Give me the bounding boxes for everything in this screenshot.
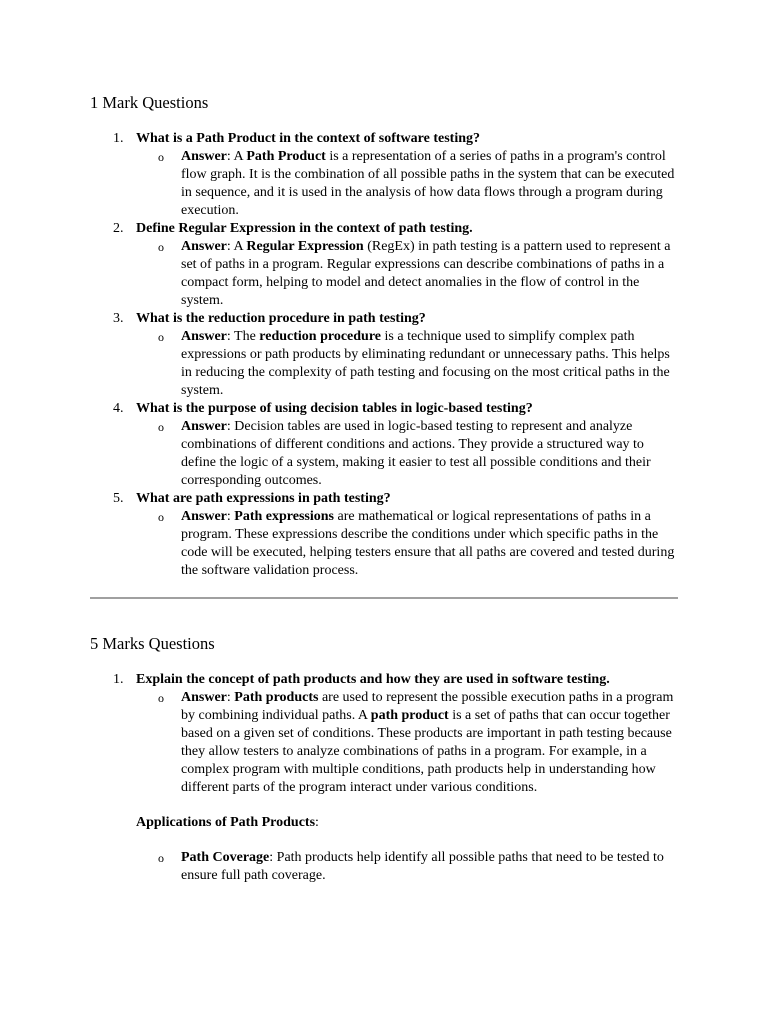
question-item: [0, 400, 768, 490]
answer-text: are used to represent the possible execution paths in a program by combining individual paths. A: [181, 690, 674, 723]
question-number: 5.: [113, 491, 124, 506]
answer-label: Answer: [181, 690, 227, 705]
applications-heading-text: Applications of Path Products: [136, 815, 316, 830]
answer-text: : A: [226, 239, 247, 254]
answer-label: Answer: [181, 149, 227, 164]
bullet-marker: o: [158, 150, 164, 164]
answer-text: : The: [226, 329, 260, 344]
question-text: Define Regular Expression in the context of path testing.: [136, 221, 473, 236]
section-heading-5-marks: 5 Marks Questions: [90, 634, 215, 653]
question-number: 1.: [113, 672, 124, 687]
answer-term: path product: [370, 708, 449, 723]
question-number: 1.: [113, 131, 124, 146]
answer-text: : A: [226, 149, 247, 164]
applications-heading: [136, 814, 768, 832]
application-term: Path Coverage: [181, 850, 270, 865]
answer-term: Path Product: [246, 149, 326, 164]
question-item: [0, 220, 768, 310]
question-number: 3.: [113, 311, 124, 326]
answer-text: (RegEx) in path testing is a pattern used to represent a set of paths in a program. Regular expressions can describe combinations of paths in a compact form, helping to model and detect anomalies in the flow of control in the system.: [181, 239, 671, 308]
question-text: What is the reduction procedure in path testing?: [136, 311, 426, 326]
answer-paragraph: [158, 508, 678, 580]
answer-text: : Decision tables are used in logic-based testing to represent and analyze combinations of different conditions and actions. They provide a structured way to define the logic of a system, making it easier to test all possible conditions and their corresponding outcomes.: [181, 419, 651, 488]
question-text: What are path expressions in path testing?: [136, 491, 391, 506]
question-item: [0, 310, 768, 400]
answer-text: is a technique used to simplify complex path expressions or path products by eliminating redundant or unnecessary paths. This helps in reducing the complexity of path testing and focusing on the most critical paths in the system.: [181, 329, 670, 398]
section-heading-1-mark: 1 Mark Questions: [90, 93, 209, 112]
application-text: : Path products help identify all possible paths that need to be tested to ensure full path coverage.: [181, 850, 664, 883]
answer-text: is a representation of a series of paths in a program's control flow graph. It is the combination of all possible paths in the system that can be executed in sequence, and it is used in the analysis of how data flows through a program during execution.: [181, 149, 675, 218]
answer-paragraph: [158, 418, 678, 490]
answer-text: is a set of paths that can occur together based on a given set of conditions. These products are important in path testing because they allow testers to analyze combinations of paths in a program. For example, in a complex program with multiple conditions, path products help in understanding how different parts of the program interact under various conditions.: [181, 708, 672, 795]
answer-term: Regular Expression: [246, 239, 364, 254]
bullet-marker: o: [158, 420, 164, 434]
answer-label: Answer: [181, 329, 227, 344]
answer-paragraph: [158, 238, 678, 310]
answer-term: Path products: [234, 690, 319, 705]
horizontal-rule: [90, 597, 678, 599]
question-number: 2.: [113, 221, 124, 236]
answer-text: :: [226, 690, 235, 705]
applications-heading-suffix: :: [315, 815, 319, 830]
question-list-1-mark: [0, 130, 768, 580]
question-text: Explain the concept of path products and how they are used in software testing.: [136, 672, 610, 687]
bullet-marker: o: [158, 691, 164, 705]
question-item: [0, 671, 768, 885]
answer-paragraph: [158, 148, 678, 220]
question-item: [0, 490, 768, 580]
answer-term: reduction procedure: [259, 329, 382, 344]
bullet-marker: o: [158, 330, 164, 344]
answer-paragraph: [158, 689, 678, 797]
answer-label: Answer: [181, 419, 227, 434]
bullet-marker: o: [158, 510, 164, 524]
question-text: What is a Path Product in the context of software testing?: [136, 131, 481, 146]
application-item: [158, 849, 678, 885]
question-number: 4.: [113, 401, 124, 416]
bullet-marker: o: [158, 240, 164, 254]
answer-label: Answer: [181, 239, 227, 254]
question-text: What is the purpose of using decision tables in logic-based testing?: [136, 401, 533, 416]
question-item: [0, 130, 768, 220]
answer-paragraph: [158, 328, 678, 400]
answer-text: are mathematical or logical representations of paths in a program. These expressions describe the conditions under which specific paths in the code will be executed, helping testers ensure that all paths are covered and tested during the software validation process.: [181, 509, 675, 578]
answer-text: :: [226, 509, 235, 524]
answer-label: Answer: [181, 509, 227, 524]
question-list-5-marks: [0, 671, 768, 885]
bullet-marker: o: [158, 851, 164, 865]
answer-term: Path expressions: [234, 509, 334, 524]
